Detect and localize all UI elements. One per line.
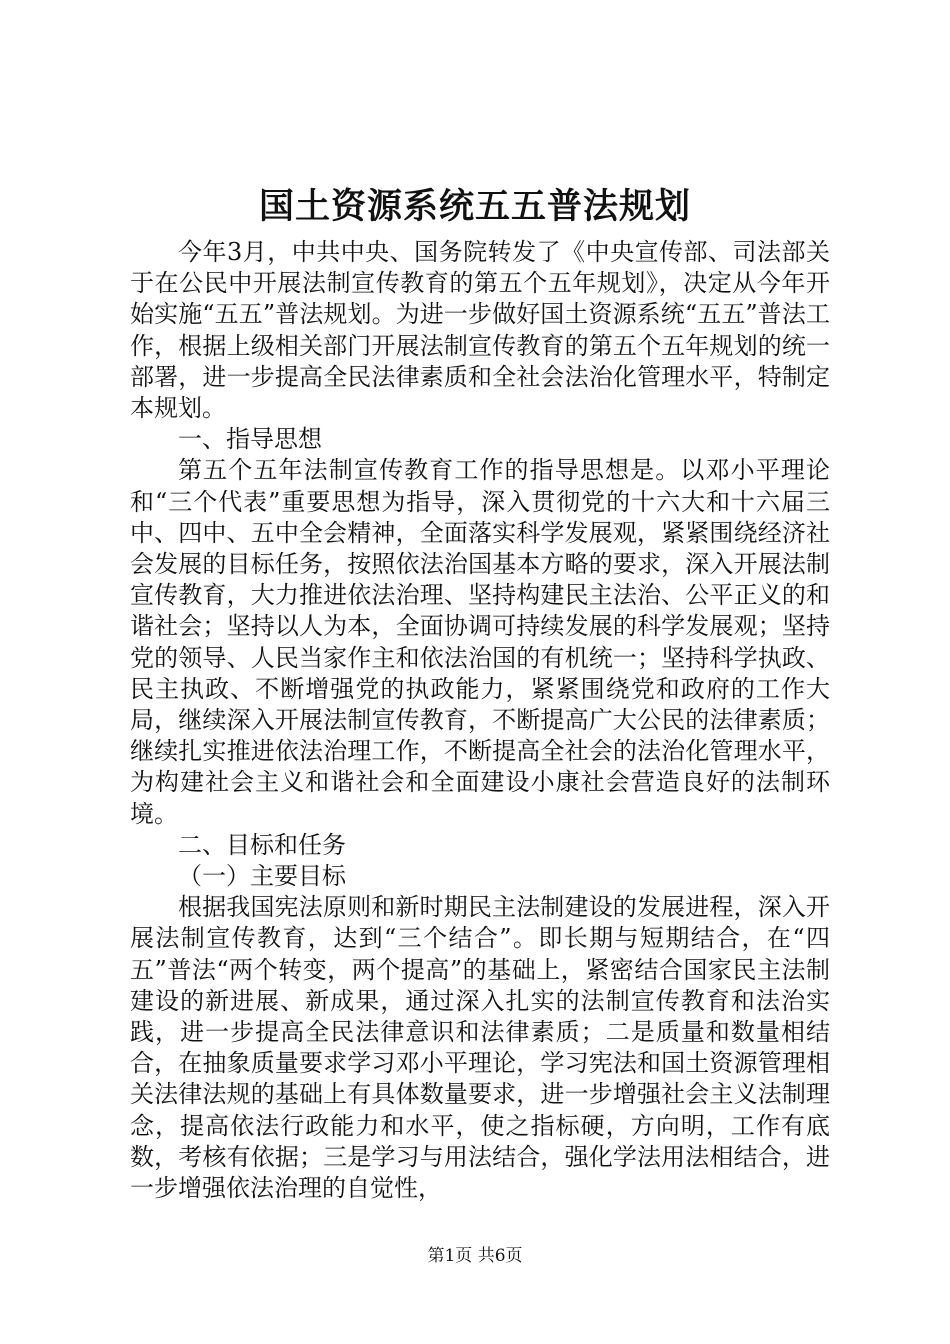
subsection-heading-main-goals: （一）主要目标 xyxy=(178,862,346,891)
guiding-ideology-paragraph: 第五个五年法制宣传教育工作的指导思想是。以邓小平理论和“三个代表”重要思想为指导，深入贯彻党的十六大和十六届三中、四中、五中全会精神，全面落实科学发展观，紧紧围绕经济社会发展的目标任务，按照依法治国基本方略的要求，深入开展法制宣传教育，大力推进依法治理、坚持构建民主法治、公平正义的和谐社会；坚持以人为本，全面协调可持续发展的科学发展观；坚持党的领导、人民当家作主和依法治国的有机统一；坚持科学执政、民主执政、不断增强党的执政能力，紧紧围绕党和政府的工作大局，继续深入开展法制宣传教育，不断提高广大公民的法律素质；继续扎实推进依法治理工作，不断提高全社会的法治化管理水平，为构建社会主义和谐社会和全面建设小康社会营造良好的法制环境。 xyxy=(130,456,830,828)
main-goals-paragraph: 根据我国宪法原则和新时期民主法制建设的发展进程，深入开展法制宣传教育，达到“三个结合”。即长期与短期结合，在“四五”普法“两个转变，两个提高”的基础上，紧密结合国家民主法制建设的新进展、新成果，通过深入扎实的法制宣传教育和法治实践，进一步提高全民法律意识和法律素质；二是质量和数量相结合，在抽象质量要求学习邓小平理论，学习宪法和国土资源管理相关法律法规的基础上有具体数量要求，进一步增强社会主义法制理念，提高依法行政能力和水平，使之指标硬，方向明，工作有底数，考核有依据；三是学习与用法结合，强化学法用法相结合，进一步增强依法治理的自觉性， xyxy=(130,893,830,1203)
section-heading-guiding-ideology: 一、指导思想 xyxy=(178,425,322,454)
intro-paragraph: 今年3月，中共中央、国务院转发了《中央宣传部、司法部关于在公民中开展法制宣传教育的第五个五年规划》，决定从今年开始实施“五五”普法规划。为进一步做好国土资源系统“五五”普法工作，根据上级相关部门开展法制宣传教育的第五个五年规划的统一部署，进一步提高全民法律素质和全社会法治化管理水平，特制定本规划。 xyxy=(130,238,830,423)
section-heading-goals-tasks: 二、目标和任务 xyxy=(178,830,346,859)
document-title: 国土资源系统五五普法规划 xyxy=(258,186,691,227)
page-number-footer: 第1页 共6页 xyxy=(427,1246,523,1266)
document-body xyxy=(130,237,830,1204)
